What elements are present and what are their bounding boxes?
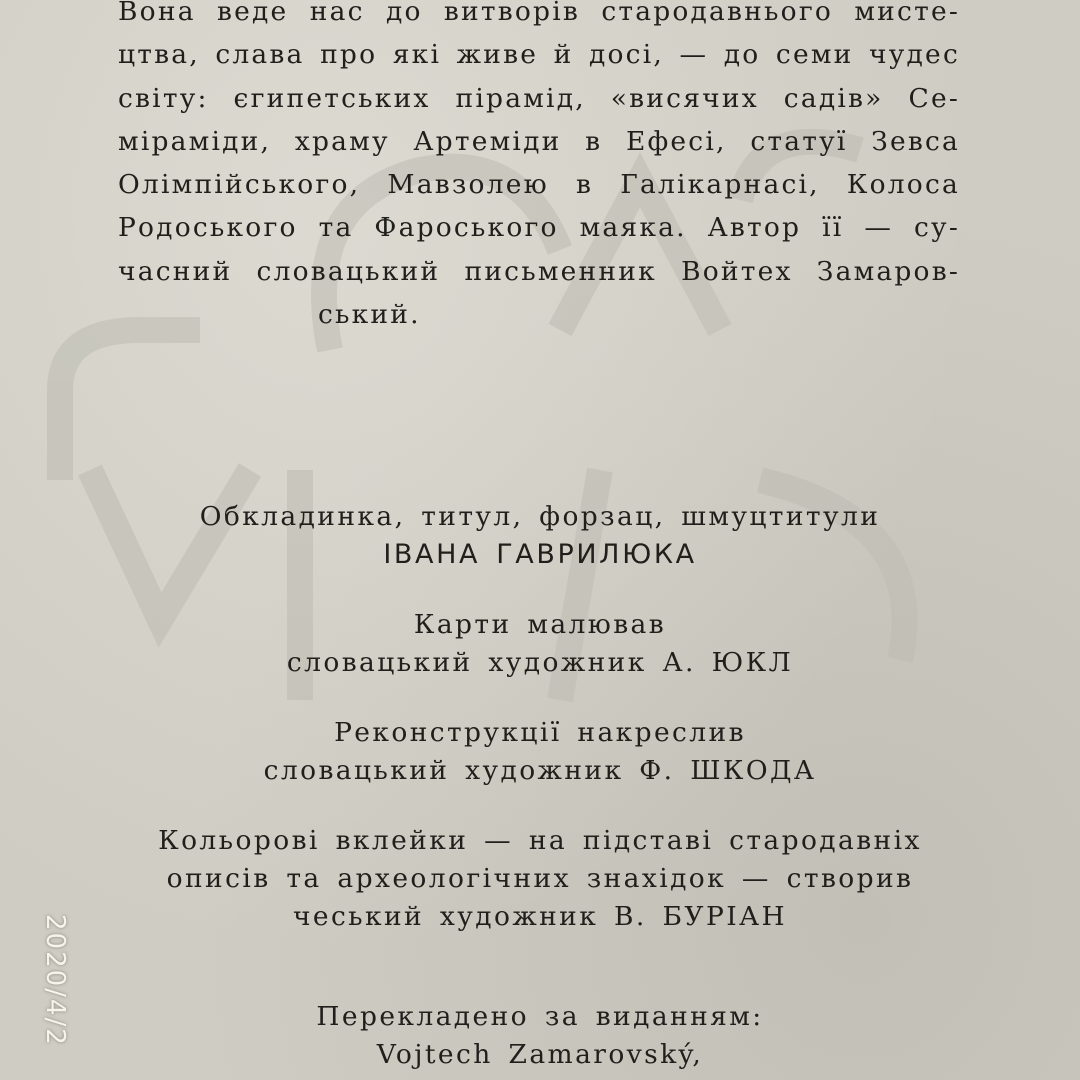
translation-source-author: Vojtech Zamarovský, bbox=[376, 1039, 704, 1070]
translation-source bbox=[80, 998, 1000, 1074]
maps-credit-label: Карти малював bbox=[413, 609, 667, 640]
color-inserts-line: Кольорові вклейки — на підставі стародавніх bbox=[158, 825, 922, 856]
color-inserts-line: описів та археологічних знахідок — створив bbox=[166, 863, 914, 894]
cover-artist-name: ІВАНА ГАВРИЛЮКА bbox=[383, 539, 697, 570]
intro-line: міраміди, храму Артеміди в Ефесі, статуї Зевса bbox=[118, 125, 960, 157]
maps-artist: словацький художник А. ЮКЛ bbox=[286, 647, 794, 678]
reconstructions-credit-label: Реконструкції накреслив bbox=[334, 717, 746, 748]
intro-line: Олімпійського, Мавзолею в Галікарнасі, Колоса bbox=[118, 169, 960, 201]
translation-label: Перекладено за виданням: bbox=[316, 1001, 764, 1032]
reconstructions-credit bbox=[80, 714, 1000, 790]
maps-credit bbox=[80, 606, 1000, 682]
date-stamp: 2020/4/2 bbox=[40, 914, 70, 1047]
intro-line: часний словацький письменник Войтех Замаров- bbox=[118, 255, 960, 287]
intro-line: цтва, слава про які живе й досі, — до семи чудес bbox=[118, 39, 960, 71]
cover-credit bbox=[80, 498, 1000, 574]
intro-line: світу: єгипетських пірамід, «висячих садів» Се- bbox=[118, 82, 960, 114]
intro-line: Родоського та Фароського маяка. Автор її — су- bbox=[118, 212, 960, 244]
intro-line: Вона веде нас до витворів стародавнього мисте- bbox=[118, 0, 960, 27]
color-inserts-credit bbox=[80, 822, 1000, 936]
intro-paragraph bbox=[118, 0, 960, 336]
credits-section bbox=[80, 498, 1000, 1074]
intro-line: ський. bbox=[318, 299, 421, 331]
color-inserts-artist: чеський художник В. БУРІАН bbox=[292, 901, 788, 932]
reconstructions-artist: словацький художник Ф. ШКОДА bbox=[263, 755, 817, 786]
cover-credit-label: Обкладинка, титул, форзац, шмуцтитули bbox=[199, 501, 881, 532]
